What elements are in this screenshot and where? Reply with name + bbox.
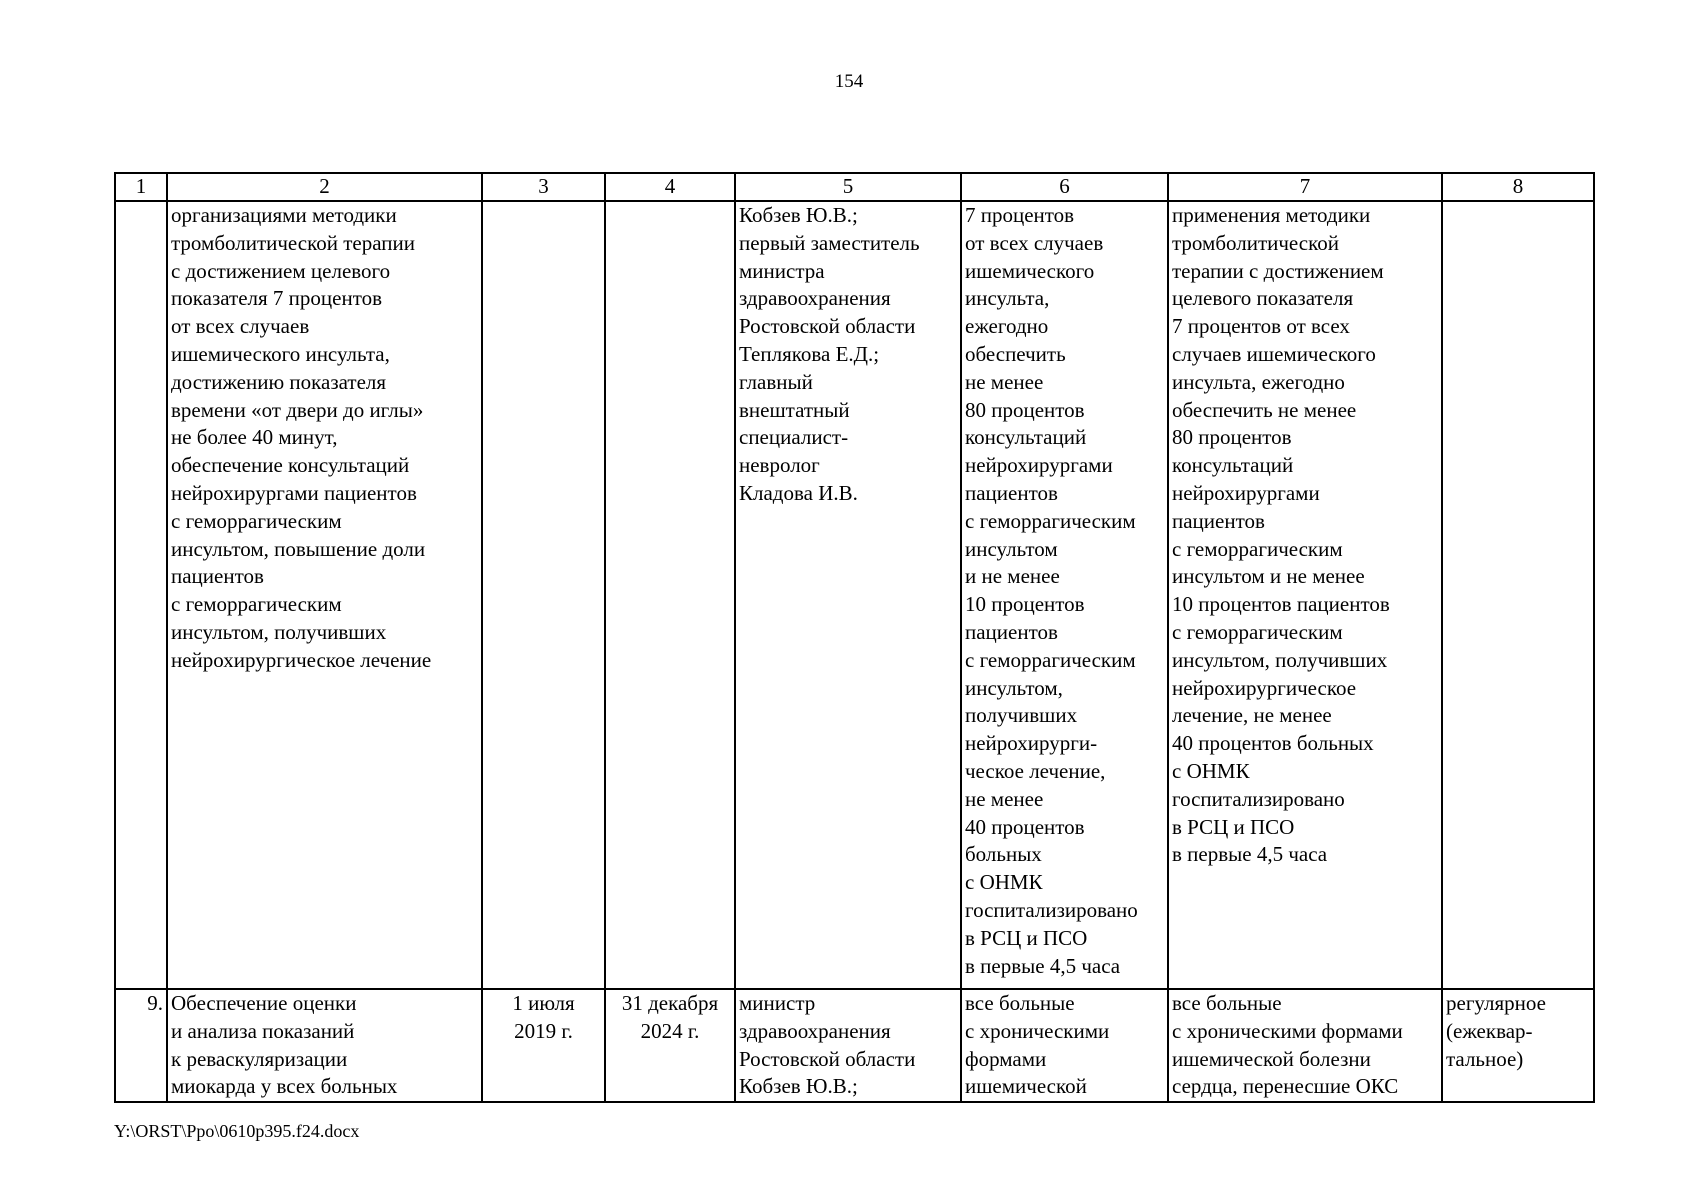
plan-table xyxy=(114,172,1595,1103)
row-number-cell: 9. xyxy=(115,989,167,1102)
activity-cell: организациями методики тромболитической терапии с достижением целевого показателя 7 процентов от всех случаев ишемического инсульта, достижению показателя времени «от двери до иглы» не более 40 минут, обеспечение консультаций нейрохирургами пациентов с геморрагическим инсультом, повышение доли пациентов с геморрагическим инсультом, получивших нейрохирургическое лечение xyxy=(167,201,482,989)
start-date-cell xyxy=(482,201,605,989)
file-path-footer: Y:\ORST\Ppo\0610p395.f24.docx xyxy=(114,1121,360,1141)
result-cell: все больные с хроническими формами ишемической xyxy=(961,989,1168,1102)
frequency-cell xyxy=(1442,201,1594,989)
column-header-1: 1 xyxy=(115,173,167,201)
end-date-cell: 31 декабря 2024 г. xyxy=(605,989,735,1102)
column-header-4: 4 xyxy=(605,173,735,201)
column-header-7: 7 xyxy=(1168,173,1442,201)
activity-cell: Обеспечение оценки и анализа показаний к реваскуляризации миокарда у всех больных xyxy=(167,989,482,1102)
responsible-cell: Кобзев Ю.В.; первый заместитель министра здравоохранения Ростовской области Теплякова Е.Д.; главный внештатный специалист- невролог Кладова И.В. xyxy=(735,201,961,989)
end-date-cell xyxy=(605,201,735,989)
row-number-cell xyxy=(115,201,167,989)
result-cell: 7 процентов от всех случаев ишемического инсульта, ежегодно обеспечить не менее 80 процентов консультаций нейрохирургами пациентов с геморрагическим инсультом и не менее 10 процентов пациентов с геморрагическим инсультом, получивших нейрохирурги- ческое лечение, не менее 40 процентов больных с ОНМК госпитализировано в РСЦ и ПСО в первые 4,5 часа xyxy=(961,201,1168,989)
column-header-8: 8 xyxy=(1442,173,1594,201)
column-header-5: 5 xyxy=(735,173,961,201)
start-date-cell: 1 июля 2019 г. xyxy=(482,989,605,1102)
indicator-cell: все больные с хроническими формами ишемической болезни сердца, перенесшие ОКС xyxy=(1168,989,1442,1102)
column-header-6: 6 xyxy=(961,173,1168,201)
table-row xyxy=(115,989,1594,1102)
table-row xyxy=(115,201,1594,989)
frequency-cell: регулярное (ежеквар- тальное) xyxy=(1442,989,1594,1102)
column-header-3: 3 xyxy=(482,173,605,201)
header-row xyxy=(115,173,1594,201)
page-number: 154 xyxy=(834,71,864,92)
indicator-cell: применения методики тромболитической терапии с достижением целевого показателя 7 процентов от всех случаев ишемического инсульта, ежегодно обеспечить не менее 80 процентов консультаций нейрохирургами пациентов с геморрагическим инсультом и не менее 10 процентов пациентов с геморрагическим инсультом, получивших нейрохирургическое лечение, не менее 40 процентов больных с ОНМК госпитализировано в РСЦ и ПСО в первые 4,5 часа xyxy=(1168,201,1442,989)
column-header-2: 2 xyxy=(167,173,482,201)
responsible-cell: министр здравоохранения Ростовской области Кобзев Ю.В.; xyxy=(735,989,961,1102)
